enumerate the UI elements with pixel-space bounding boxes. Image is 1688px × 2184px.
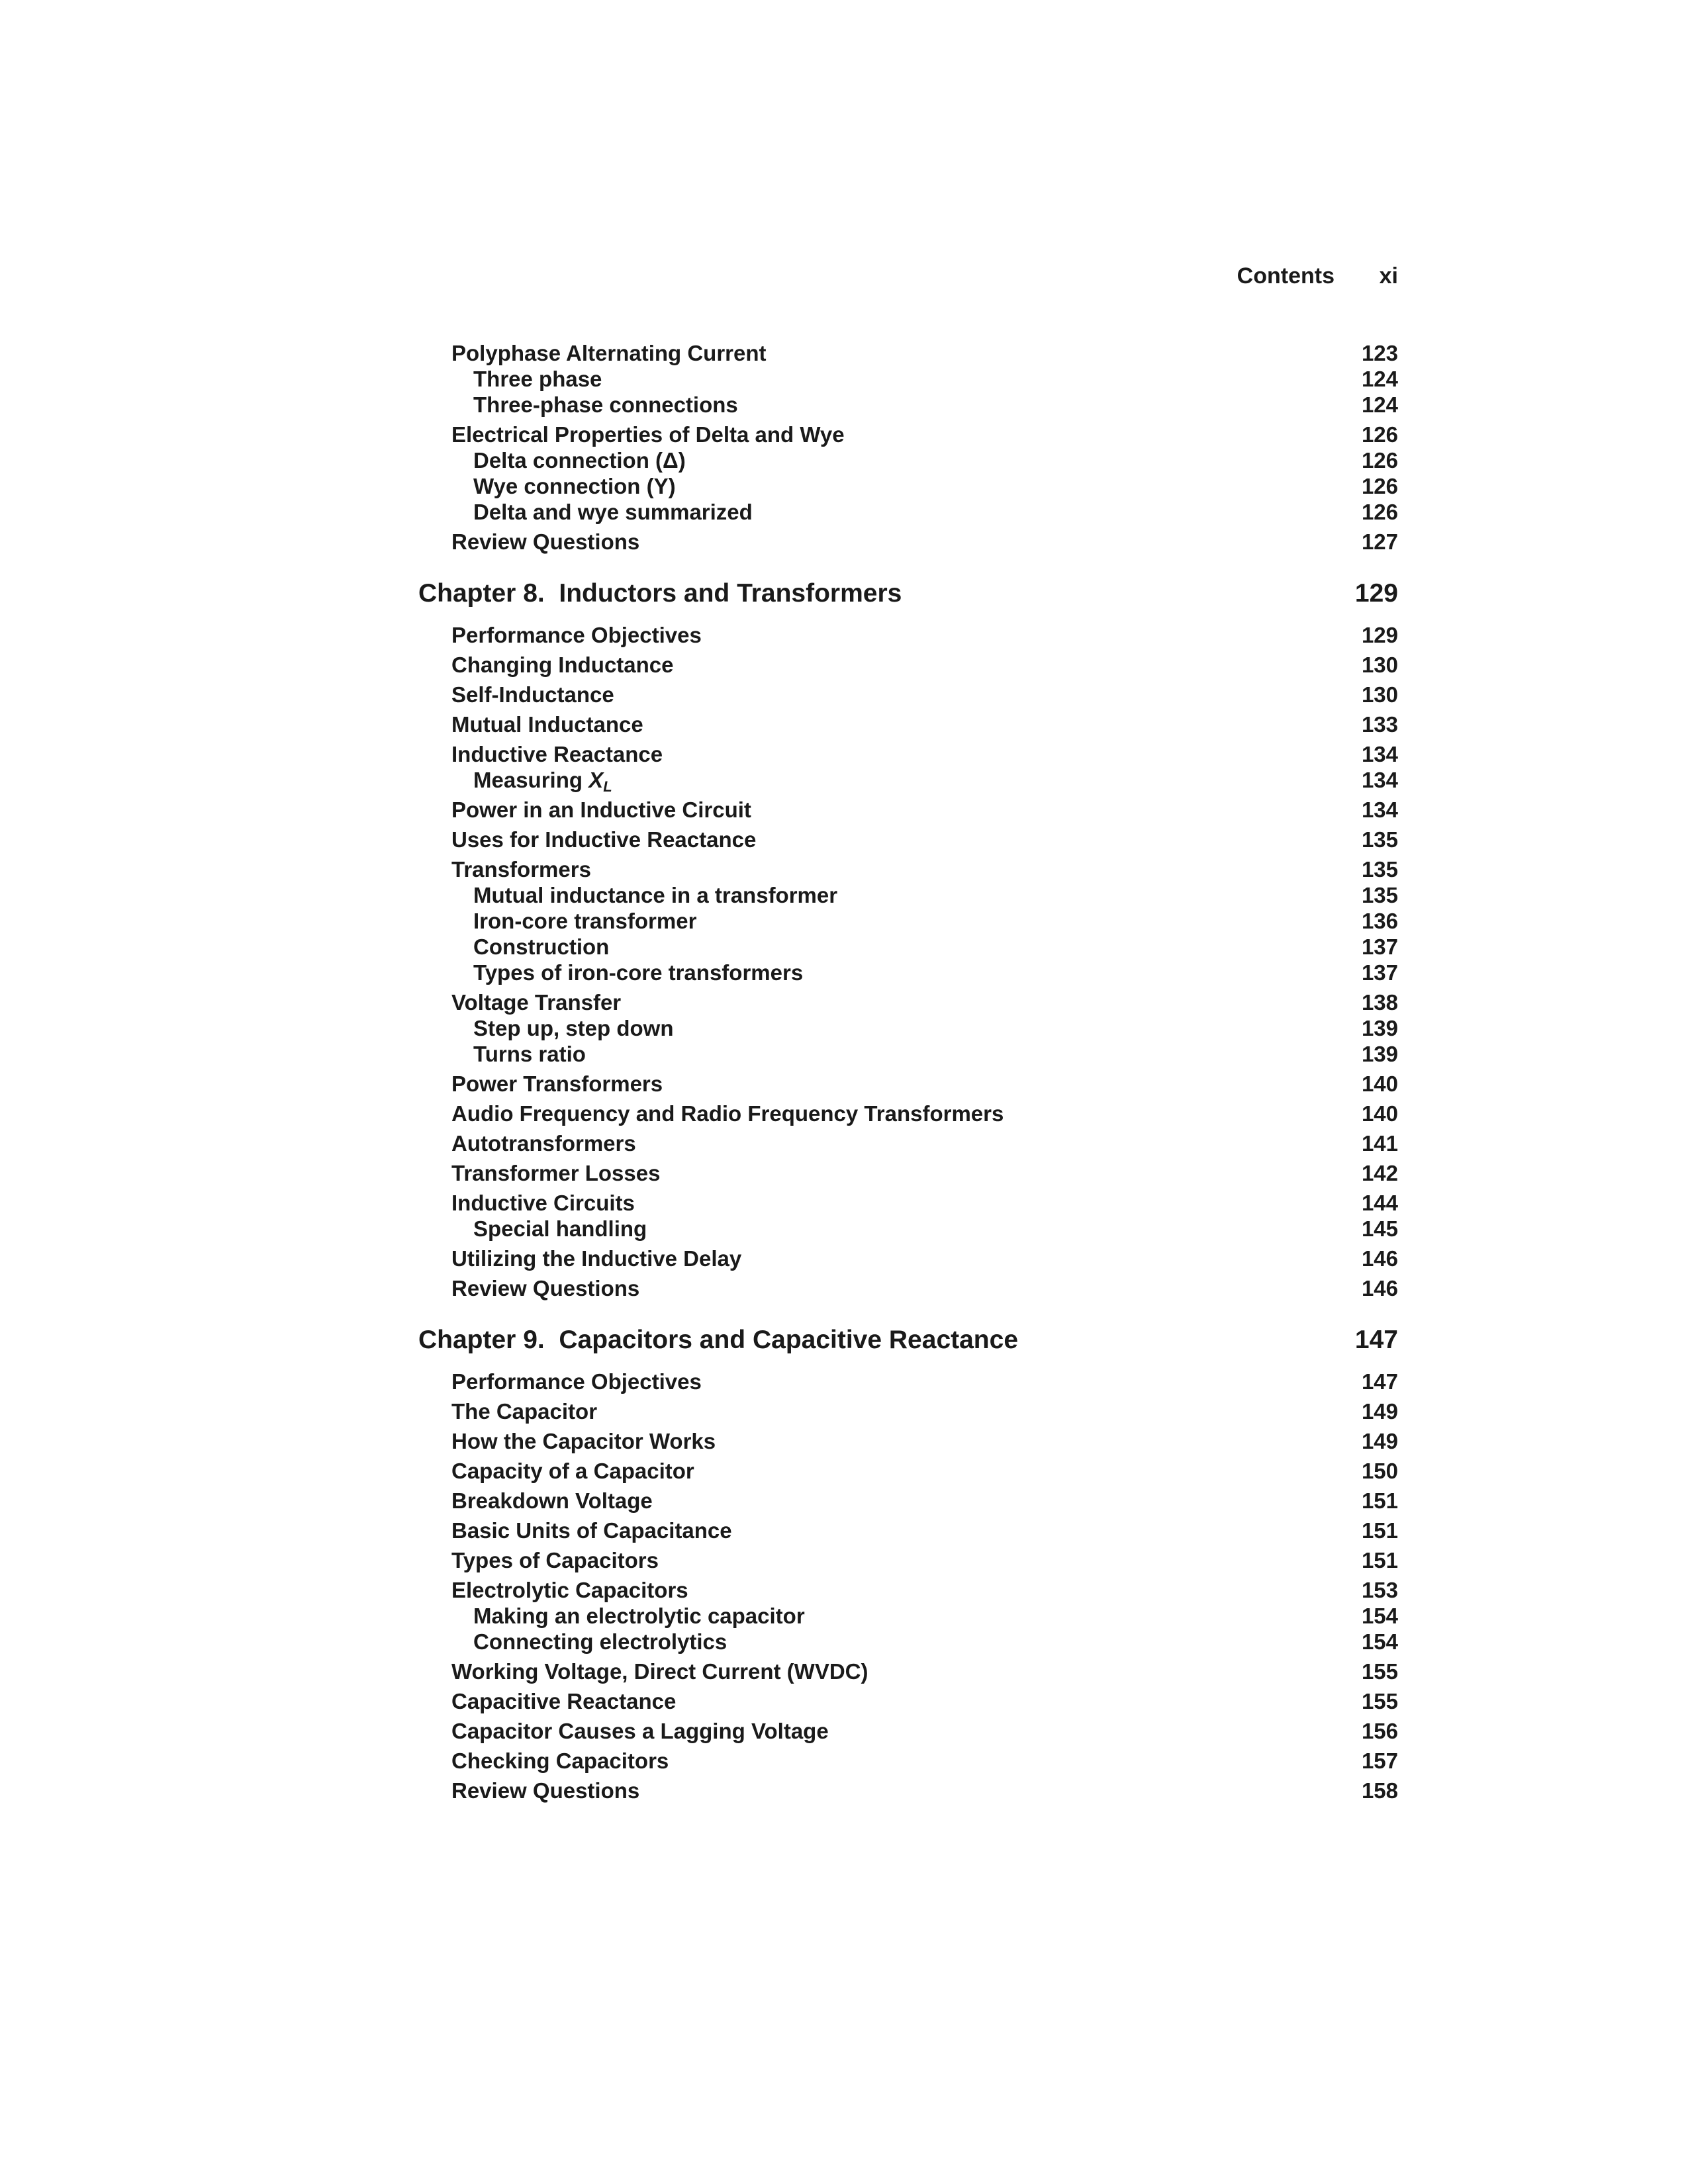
toc-section-entry[interactable]: [418, 797, 1398, 823]
toc-entry-title: [451, 652, 674, 678]
toc-section-entry[interactable]: [418, 1488, 1398, 1514]
toc-entry-title: [473, 908, 696, 934]
toc-entry-page-number: 124: [1361, 367, 1398, 391]
toc-entry-page-number: 146: [1361, 1276, 1398, 1300]
toc-entry-title-text: Polyphase Alternating Current: [451, 341, 767, 365]
toc-subsection-entry[interactable]: [418, 767, 1398, 793]
toc-entry-page-number: 127: [1361, 529, 1398, 554]
toc-entry-title: [451, 741, 663, 767]
toc-subsection-entry[interactable]: [418, 366, 1398, 392]
toc-entry-page-number: 137: [1361, 960, 1398, 985]
toc-entry-title-text: Inductive Circuits: [451, 1191, 635, 1215]
toc-entry-title-text: Construction: [473, 934, 610, 959]
toc-entry-title: [451, 856, 591, 882]
toc-entry-page-number: 141: [1361, 1131, 1398, 1156]
toc-entry-page-number: 151: [1361, 1488, 1398, 1513]
toc-entry-title-text: Wye connection (Y): [473, 474, 676, 498]
toc-subsection-entry[interactable]: [418, 960, 1398, 985]
toc-entry-title: [473, 392, 738, 418]
toc-section-entry[interactable]: [418, 1275, 1398, 1301]
toc-section-entry[interactable]: [418, 1246, 1398, 1271]
toc-section-entry[interactable]: [418, 1659, 1398, 1684]
toc-subsection-entry[interactable]: [418, 882, 1398, 908]
toc-entry-title-text: Measuring: [473, 768, 589, 792]
toc-entry-page-number: 155: [1361, 1689, 1398, 1713]
toc-entry-title-text: Turns ratio: [473, 1042, 586, 1066]
toc-entry-title: [451, 1369, 702, 1394]
toc-entry-page-number: 130: [1361, 653, 1398, 677]
toc-section-entry[interactable]: [418, 711, 1398, 737]
toc-entry-title: [451, 622, 702, 648]
toc-section-entry[interactable]: [418, 652, 1398, 678]
toc-entry-title: [451, 529, 639, 555]
toc-entry-title-text: Review Questions: [451, 529, 640, 554]
running-header: [418, 263, 1398, 293]
toc-entry-title: [473, 960, 803, 985]
toc-entry-title-text: Audio Frequency and Radio Frequency Transformers: [451, 1101, 1004, 1126]
toc-entry-page-number: 133: [1361, 712, 1398, 737]
toc-entry-page-number: 144: [1361, 1191, 1398, 1215]
toc-entry-title-text: Changing Inductance: [451, 653, 674, 677]
toc-entry-title-text: Electrolytic Capacitors: [451, 1578, 688, 1602]
toc-entry-title-text: Connecting electrolytics: [473, 1629, 727, 1654]
toc-entry-title: [451, 1428, 716, 1454]
toc-entry-page-number: 156: [1361, 1719, 1398, 1743]
toc-entry-title-text: Delta connection (Δ): [473, 448, 686, 473]
toc-section-entry[interactable]: [418, 1718, 1398, 1744]
toc-entry-variable: X: [588, 768, 604, 792]
toc-section-entry[interactable]: [418, 989, 1398, 1015]
toc-entry-title-text: Transformer Losses: [451, 1161, 661, 1185]
toc-entry-page-number: 129: [1354, 579, 1398, 608]
toc-entry-title-text: Basic Units of Capacitance: [451, 1518, 732, 1543]
toc-entry-title: [451, 1458, 694, 1484]
toc-section-entry[interactable]: [418, 1778, 1398, 1803]
toc-entry-title: [473, 1015, 674, 1041]
toc-subsection-entry[interactable]: [418, 1629, 1398, 1655]
toc-entry-page-number: 147: [1361, 1369, 1398, 1394]
toc-entry-title-text: Utilizing the Inductive Delay: [451, 1246, 742, 1271]
toc-entry-title-text: Types of iron-core transformers: [473, 960, 804, 985]
toc-entry-title: [451, 1547, 659, 1573]
toc-section-entry[interactable]: [418, 827, 1398, 852]
toc-entry-title-text: Voltage Transfer: [451, 990, 622, 1015]
toc-entry-title: [473, 1216, 647, 1242]
toc-entry-page-number: 134: [1361, 768, 1398, 792]
running-header-page-number: xi: [1379, 263, 1398, 289]
toc-entry-title: [418, 578, 902, 609]
toc-entry-title-text: Special handling: [473, 1216, 647, 1241]
toc-entry-page-number: 123: [1361, 341, 1398, 365]
toc-entry-page-number: 137: [1361, 934, 1398, 959]
toc-entry-title: [451, 422, 845, 447]
toc-section-entry[interactable]: [418, 1369, 1398, 1394]
toc-entry-page-number: 153: [1361, 1578, 1398, 1602]
toc-entry-title: [451, 340, 767, 366]
toc-entry-title: [473, 366, 602, 392]
toc-entry-title: [451, 1718, 829, 1744]
toc-subsection-entry[interactable]: [418, 934, 1398, 960]
toc-entry-page-number: 126: [1361, 500, 1398, 524]
toc-entry-title: [451, 1778, 639, 1803]
toc-entry-title-text: Electrical Properties of Delta and Wye: [451, 422, 845, 447]
toc-entry-page-number: 136: [1361, 909, 1398, 933]
toc-chapter-entry[interactable]: [418, 578, 1398, 609]
toc-section-entry[interactable]: [418, 1458, 1398, 1484]
toc-entry-page-number: 130: [1361, 682, 1398, 707]
toc-entry-title-text: Mutual inductance in a transformer: [473, 883, 838, 907]
toc-entry-title-text: Uses for Inductive Reactance: [451, 827, 757, 852]
toc-section-entry[interactable]: [418, 529, 1398, 555]
toc-subsection-entry[interactable]: [418, 908, 1398, 934]
toc-entry-title-text: Chapter 9. Capacitors and Capacitive Reactance: [418, 1326, 1019, 1354]
toc-entry-page-number: 149: [1361, 1429, 1398, 1453]
toc-entry-title-text: Mutual Inductance: [451, 712, 643, 737]
toc-entry-title: [451, 1190, 635, 1216]
toc-subsection-entry[interactable]: [418, 1041, 1398, 1067]
toc-section-entry[interactable]: [418, 1130, 1398, 1156]
toc-entry-title-text: Three phase: [473, 367, 602, 391]
toc-entry-title-text: Autotransformers: [451, 1131, 636, 1156]
toc-entry-page-number: 140: [1361, 1071, 1398, 1096]
toc-entry-title: [451, 1398, 597, 1424]
toc-entry-page-number: 154: [1361, 1629, 1398, 1654]
toc-subsection-entry[interactable]: [418, 473, 1398, 499]
toc-section-entry[interactable]: [418, 1577, 1398, 1603]
toc-entry-title-text: Checking Capacitors: [451, 1749, 669, 1773]
toc-section-entry[interactable]: [418, 1101, 1398, 1126]
toc-entry-title: [473, 447, 686, 473]
toc-entry-title-text: Capacitor Causes a Lagging Voltage: [451, 1719, 829, 1743]
toc-subsection-entry[interactable]: [418, 1216, 1398, 1242]
toc-entry-title: [451, 1275, 639, 1301]
toc-entry-title: [451, 797, 751, 823]
toc-entry-title-text: Inductive Reactance: [451, 742, 663, 766]
toc-entry-title-text: Power in an Inductive Circuit: [451, 797, 751, 822]
toc-entry-title: [451, 711, 643, 737]
toc-chapter-entry[interactable]: [418, 1325, 1398, 1355]
toc-entry-page-number: 150: [1361, 1459, 1398, 1483]
toc-subsection-entry[interactable]: [418, 447, 1398, 473]
toc-section-entry[interactable]: [418, 1518, 1398, 1543]
toc-entry-title: [473, 499, 753, 525]
toc-entry-page-number: 142: [1361, 1161, 1398, 1185]
toc-entry-title: [451, 1518, 732, 1543]
toc-entry-title-text: Step up, step down: [473, 1016, 674, 1040]
toc-entry-title-text: Working Voltage, Direct Current (WVDC): [451, 1659, 868, 1684]
toc-entry-title-text: Performance Objectives: [451, 623, 702, 647]
toc-entry-title-text: Review Questions: [451, 1276, 640, 1300]
toc-section-entry[interactable]: [418, 1160, 1398, 1186]
toc-entry-page-number: 151: [1361, 1518, 1398, 1543]
toc-entry-page-number: 139: [1361, 1042, 1398, 1066]
toc-entry-title: [451, 1071, 663, 1097]
toc-entry-page-number: 135: [1361, 883, 1398, 907]
toc-entry-title-text: Breakdown Voltage: [451, 1488, 653, 1513]
toc-entry-title: [473, 1603, 805, 1629]
table-of-contents: [418, 340, 1398, 1803]
toc-section-entry[interactable]: [418, 1190, 1398, 1216]
toc-section-entry[interactable]: [418, 1748, 1398, 1774]
toc-entry-page-number: 151: [1361, 1548, 1398, 1572]
toc-entry-page-number: 126: [1361, 422, 1398, 447]
toc-entry-title-text: Performance Objectives: [451, 1369, 702, 1394]
toc-entry-title: [473, 882, 837, 908]
toc-entry-title: [451, 1246, 741, 1271]
toc-entry-title-text: How the Capacitor Works: [451, 1429, 716, 1453]
toc-entry-page-number: 147: [1354, 1326, 1398, 1354]
toc-entry-title-text: Chapter 8. Inductors and Transformers: [418, 579, 902, 608]
toc-entry-title-text: Delta and wye summarized: [473, 500, 753, 524]
toc-entry-title: [451, 1160, 660, 1186]
toc-entry-subscript: L: [603, 778, 612, 795]
toc-entry-title: [473, 767, 612, 799]
toc-entry-page-number: 126: [1361, 474, 1398, 498]
toc-entry-page-number: 155: [1361, 1659, 1398, 1684]
toc-entry-title-text: Power Transformers: [451, 1071, 663, 1096]
toc-entry-title: [451, 1659, 868, 1684]
toc-section-entry[interactable]: [418, 1398, 1398, 1424]
toc-section-entry[interactable]: [418, 340, 1398, 366]
toc-entry-page-number: 135: [1361, 827, 1398, 852]
toc-entry-title: [418, 1325, 1018, 1355]
toc-subsection-entry[interactable]: [418, 392, 1398, 418]
toc-entry-title-text: Self-Inductance: [451, 682, 614, 707]
toc-entry-title: [451, 989, 621, 1015]
toc-entry-title-text: Transformers: [451, 857, 591, 882]
toc-section-entry[interactable]: [418, 741, 1398, 767]
toc-entry-title: [451, 1688, 676, 1714]
toc-entry-page-number: 140: [1361, 1101, 1398, 1126]
toc-entry-page-number: 135: [1361, 857, 1398, 882]
toc-entry-page-number: 134: [1361, 797, 1398, 822]
toc-section-entry[interactable]: [418, 1071, 1398, 1097]
toc-entry-title: [473, 1629, 727, 1655]
toc-entry-page-number: 146: [1361, 1246, 1398, 1271]
toc-entry-title: [451, 1488, 653, 1514]
toc-entry-title: [451, 1130, 636, 1156]
toc-subsection-entry[interactable]: [418, 499, 1398, 525]
toc-section-entry[interactable]: [418, 1688, 1398, 1714]
toc-entry-page-number: 124: [1361, 392, 1398, 417]
toc-section-entry[interactable]: [418, 682, 1398, 707]
toc-section-entry[interactable]: [418, 622, 1398, 648]
toc-entry-title-text: Iron-core transformer: [473, 909, 697, 933]
toc-entry-title-text: Capacity of a Capacitor: [451, 1459, 694, 1483]
toc-entry-title: [451, 1577, 688, 1603]
toc-entry-title: [473, 1041, 586, 1067]
toc-entry-title: [451, 1101, 1004, 1126]
toc-section-entry[interactable]: [418, 422, 1398, 447]
toc-entry-page-number: 138: [1361, 990, 1398, 1015]
toc-entry-page-number: 157: [1361, 1749, 1398, 1773]
toc-entry-page-number: 134: [1361, 742, 1398, 766]
toc-entry-title-text: The Capacitor: [451, 1399, 598, 1424]
toc-section-entry[interactable]: [418, 1428, 1398, 1454]
toc-entry-page-number: 158: [1361, 1778, 1398, 1803]
toc-entry-title-text: Making an electrolytic capacitor: [473, 1604, 805, 1628]
toc-entry-page-number: 149: [1361, 1399, 1398, 1424]
toc-entry-title-text: Three-phase connections: [473, 392, 738, 417]
toc-entry-title-text: Capacitive Reactance: [451, 1689, 677, 1713]
toc-entry-page-number: 139: [1361, 1016, 1398, 1040]
toc-entry-title: [451, 827, 756, 852]
toc-entry-title-text: Types of Capacitors: [451, 1548, 659, 1572]
toc-entry-title: [451, 682, 614, 707]
toc-entry-title-text: Review Questions: [451, 1778, 640, 1803]
toc-entry-page-number: 126: [1361, 448, 1398, 473]
toc-entry-page-number: 129: [1361, 623, 1398, 647]
toc-section-entry[interactable]: [418, 856, 1398, 882]
toc-entry-page-number: 154: [1361, 1604, 1398, 1628]
toc-entry-title: [451, 1748, 669, 1774]
toc-subsection-entry[interactable]: [418, 1603, 1398, 1629]
toc-section-entry[interactable]: [418, 1547, 1398, 1573]
toc-subsection-entry[interactable]: [418, 1015, 1398, 1041]
running-header-title: Contents: [1237, 263, 1335, 289]
toc-entry-title: [473, 473, 676, 499]
toc-entry-title: [473, 934, 609, 960]
toc-entry-page-number: 145: [1361, 1216, 1398, 1241]
